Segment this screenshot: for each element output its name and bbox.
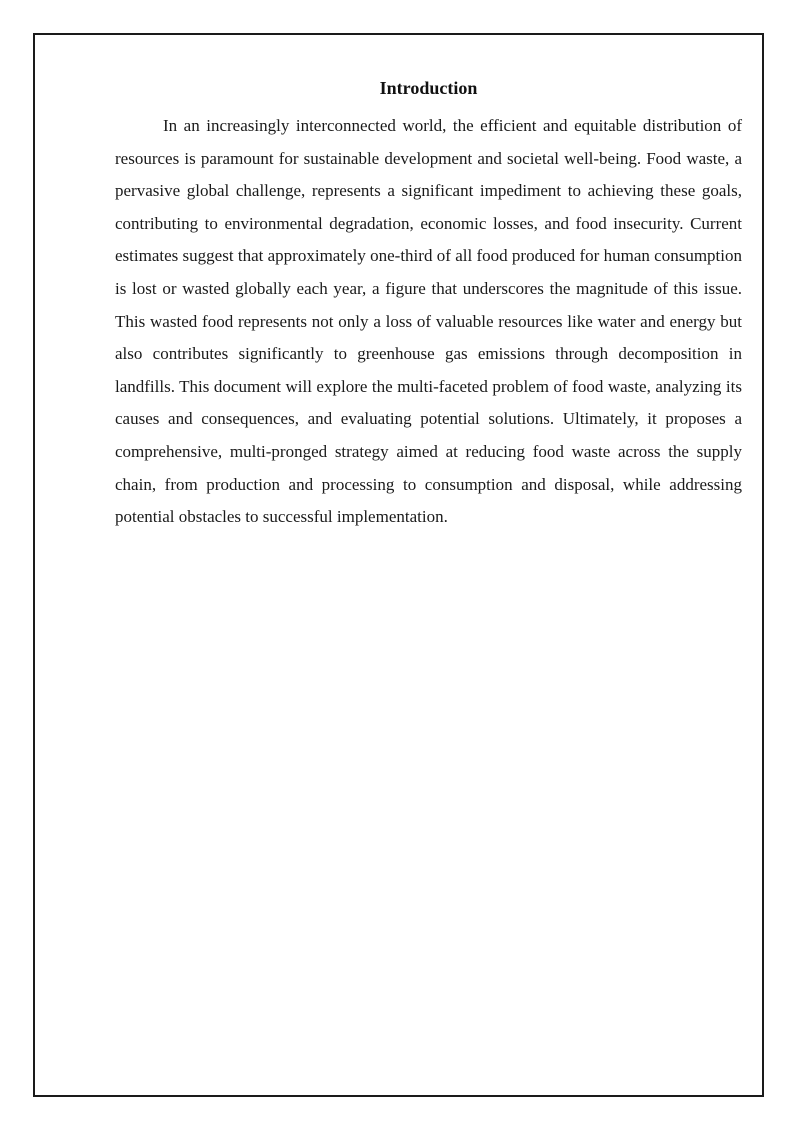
document-content (115, 74, 742, 534)
body-paragraph: In an increasingly interconnected world, the efficient and equitable distribution of resources is paramount for sustainable development and societal well-being. Food waste, a pervasive global challenge, represents a significant impediment to achieving these goals, contributing to environmental degradation, economic losses, and food insecurity. Current estimates suggest that approximately one-third of all food produced for human consumption is lost or wasted globally each year, a figure that underscores the magnitude of this issue. This wasted food represents not only a loss of valuable resources like water and energy but also contributes significantly to greenhouse gas emissions through decomposition in landfills. This document will explore the multi-faceted problem of food waste, analyzing its causes and consequences, and evaluating potential solutions. Ultimately, it proposes a comprehensive, multi-pronged strategy aimed at reducing food waste across the supply chain, from production and processing to consumption and disposal, while addressing potential obstacles to successful implementation. (115, 116, 742, 527)
section-heading: Introduction (379, 78, 478, 98)
